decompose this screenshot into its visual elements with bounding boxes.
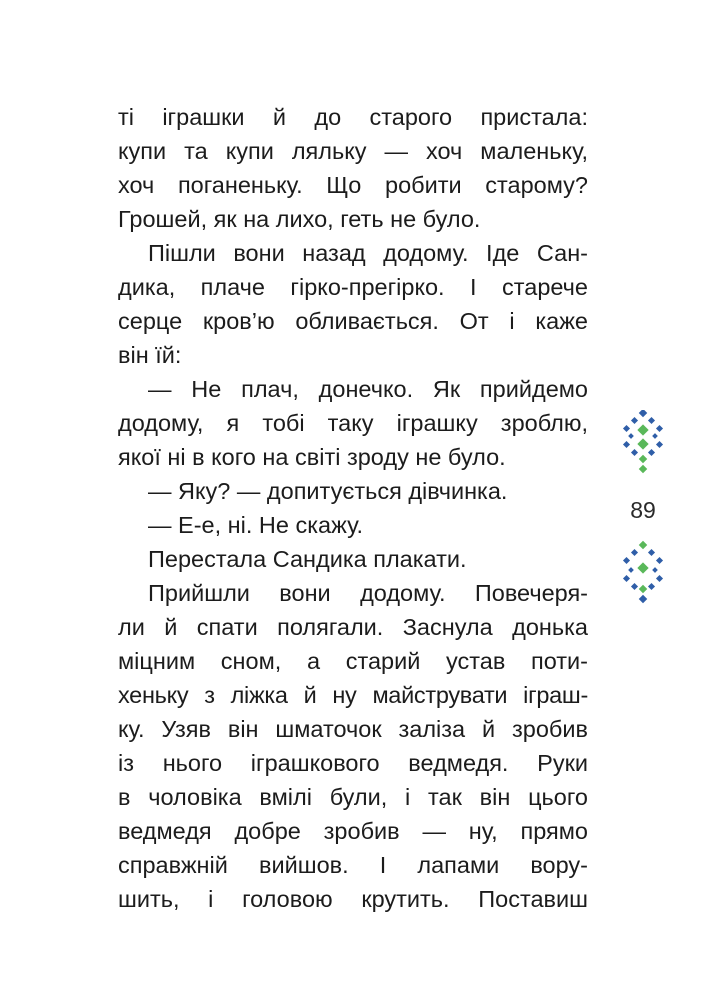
text-line: він їй:: [118, 342, 182, 368]
text-line: Пішли вони назад додому. Іде Сан-: [148, 240, 588, 266]
page-number: 89: [630, 497, 656, 523]
text-line: в чоловіка вмілі були, і так він цього: [118, 784, 588, 810]
text-line: додому, я тобі таку іграшку зроблю,: [118, 410, 588, 436]
text-line: справжній вийшов. І лапами вору-: [118, 852, 588, 878]
embroidery-ornament-icon: [621, 540, 665, 606]
text-line: хеньку з ліжка й ну майструвати іграш-: [118, 682, 588, 708]
text-line: із нього іграшкового ведмедя. Руки: [118, 750, 588, 776]
text-line: ведмедя добре зробив — ну, прямо: [118, 818, 588, 844]
embroidery-ornament-top-svg: [621, 410, 665, 476]
text-line: ті іграшки й до старого пристала:: [118, 104, 588, 130]
text-line: дика, плаче гірко-прегірко. І старече: [118, 274, 588, 300]
text-line: ку. Узяв він шматочок заліза й зробив: [118, 716, 588, 742]
text-line: — Не плач, донечко. Як прийдемо: [148, 376, 588, 402]
text-line: купи та купи ляльку — хоч маленьку,: [118, 138, 588, 164]
text-line: Грошей, як на лихо, геть не було.: [118, 206, 481, 232]
embroidery-ornament-bottom-svg: [621, 540, 665, 606]
text-line: якої ні в кого на світі зроду не було.: [118, 444, 506, 470]
text-line: серце кров’ю обливається. От і каже: [118, 308, 588, 334]
text-line: — Е-е, ні. Не скажу.: [148, 512, 364, 538]
text-line: — Яку? — допитується дівчинка.: [148, 478, 508, 504]
embroidery-ornament-icon: [621, 410, 665, 476]
text-line: міцним сном, а старий устав поти-: [118, 648, 588, 674]
text-line: шить, і головою крутить. Поставиш: [118, 886, 588, 912]
text-line: ли й спати полягали. Заснула донька: [118, 614, 588, 640]
text-line: хоч поганеньку. Що робити старому?: [118, 172, 588, 198]
text-line: Прийшли вони додому. Повечеря-: [148, 580, 588, 606]
text-line: Перестала Сандика плакати.: [148, 546, 467, 572]
